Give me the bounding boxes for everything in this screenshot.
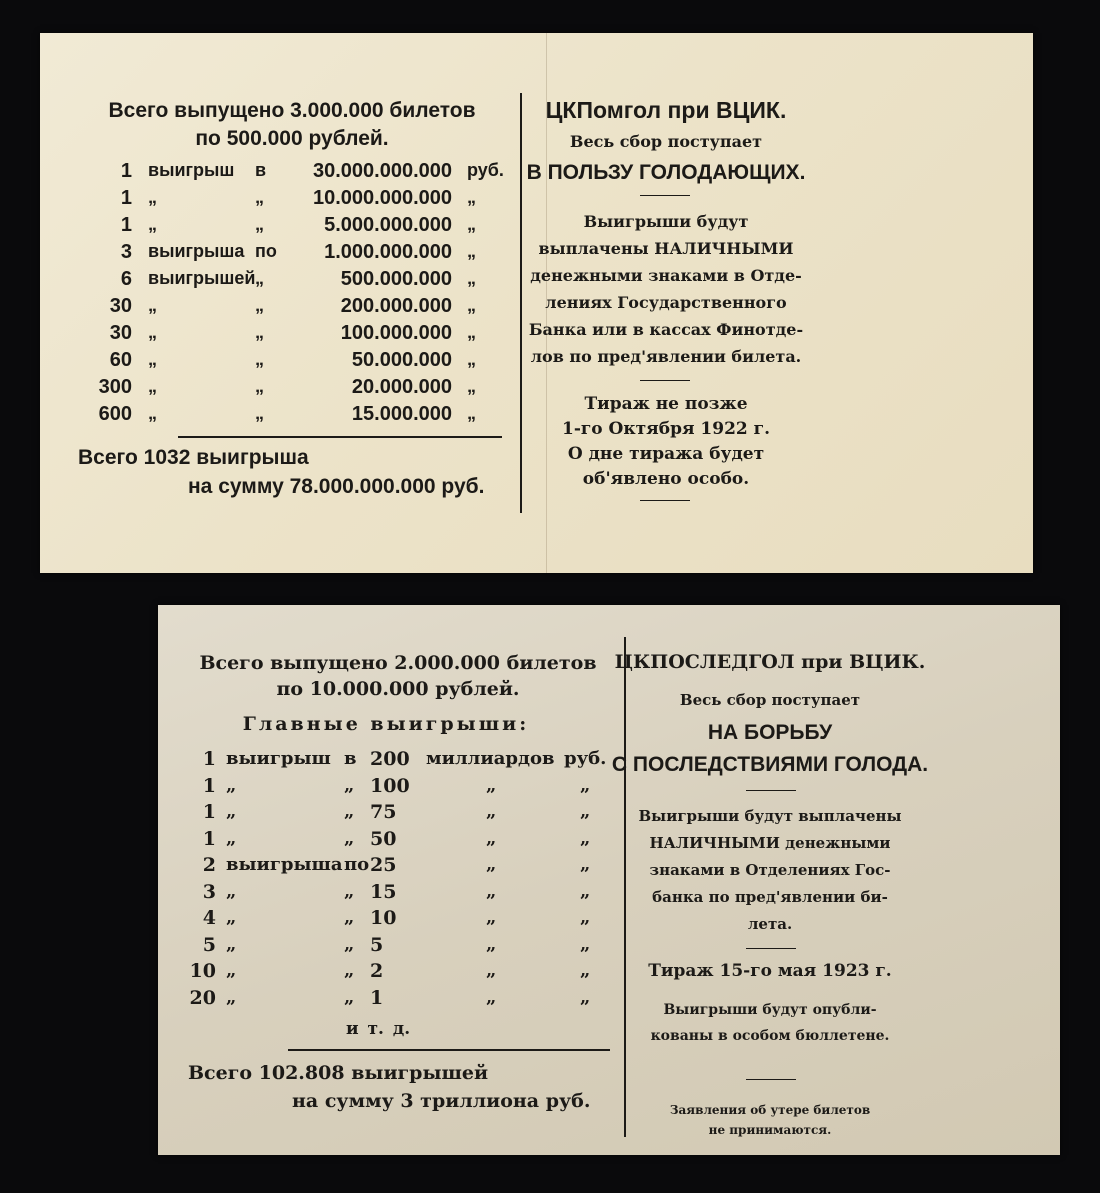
prize-prep: „ bbox=[255, 322, 264, 342]
prize-unit: „ bbox=[486, 854, 497, 875]
prize-count: 600 bbox=[98, 403, 132, 425]
prize-word: „ bbox=[148, 187, 157, 207]
column-divider bbox=[520, 93, 522, 513]
separator bbox=[746, 948, 796, 949]
purpose-text: В ПОЛЬЗУ ГОЛОДАЮЩИХ. bbox=[526, 161, 806, 184]
prize-count: 1 bbox=[120, 214, 132, 236]
prize-unit: „ bbox=[467, 214, 476, 234]
prize-unit: „ bbox=[467, 241, 476, 261]
prize-unit: „ bbox=[486, 801, 497, 822]
prize-word: „ bbox=[148, 403, 157, 423]
prize-amount: 20.000.000 bbox=[351, 376, 452, 398]
prize-prep: „ bbox=[255, 295, 264, 315]
issued-line-2: по 10.000.000 рублей. bbox=[276, 678, 520, 700]
prize-rub: „ bbox=[580, 880, 591, 902]
purpose-line-2: С ПОСЛЕДСТВИЯМИ ГОЛОДА. bbox=[611, 753, 929, 776]
prize-word: „ bbox=[148, 322, 157, 342]
prize-unit: „ bbox=[467, 349, 476, 369]
prize-amount: 10.000.000.000 bbox=[312, 187, 452, 209]
prize-count: 1 bbox=[202, 827, 216, 850]
prize-prep: „ bbox=[255, 403, 264, 423]
prize-amount: 2 bbox=[370, 960, 384, 982]
prize-word: выигрышей bbox=[148, 268, 256, 288]
separator bbox=[640, 195, 690, 196]
prize-amount: 1 bbox=[370, 986, 384, 1009]
publish-line: кованы в особом бюллетене. bbox=[650, 1028, 890, 1044]
prize-count: 2 bbox=[202, 854, 216, 876]
prize-count: 1 bbox=[120, 187, 132, 209]
prize-prep: „ bbox=[344, 880, 355, 902]
prize-unit: „ bbox=[467, 295, 476, 315]
prize-count: 4 bbox=[202, 907, 216, 929]
prize-count: 20 bbox=[189, 986, 216, 1009]
prize-rub: „ bbox=[580, 854, 591, 875]
prize-word: „ bbox=[226, 960, 237, 981]
prize-prep: „ bbox=[255, 268, 264, 288]
prize-word: выигрыш bbox=[226, 748, 331, 769]
prize-count: 6 bbox=[120, 268, 132, 290]
prize-amount: 200 bbox=[370, 748, 410, 770]
prize-prep: „ bbox=[344, 986, 355, 1008]
prize-word: выигрыш bbox=[148, 160, 235, 180]
payment-line: Выигрыши будут выплачены bbox=[638, 807, 902, 825]
total-line-1: Всего 1032 выигрыша bbox=[78, 446, 309, 469]
issued-line-1: Всего выпущено 3.000.000 билетов bbox=[108, 99, 476, 122]
prize-amount: 500.000.000 bbox=[340, 268, 452, 290]
prize-unit: „ bbox=[467, 187, 476, 207]
sum-rule bbox=[178, 436, 502, 438]
prize-prep: „ bbox=[255, 376, 264, 396]
prize-prep: „ bbox=[344, 960, 355, 981]
prize-rub: „ bbox=[580, 986, 591, 1008]
prize-count: 30 bbox=[109, 322, 132, 344]
payment-line: выплачены НАЛИЧНЫМИ bbox=[538, 239, 794, 258]
prize-unit: миллиардов bbox=[426, 748, 555, 769]
prize-word: „ bbox=[226, 880, 237, 902]
prize-word: выигрыша bbox=[226, 854, 343, 875]
prize-amount: 5.000.000.000 bbox=[324, 214, 452, 236]
total-line-1: Всего 102.808 выигрышей bbox=[188, 1062, 489, 1084]
prize-prep: „ bbox=[344, 827, 355, 849]
payment-line: знаками в Отделениях Гос- bbox=[649, 861, 891, 879]
draw-line: об'явлено особо. bbox=[582, 469, 750, 489]
org-name: ЦКПомгол при ВЦИК. bbox=[545, 97, 787, 123]
prize-unit: руб. bbox=[467, 160, 504, 180]
payment-line: Выигрыши будут bbox=[583, 212, 749, 231]
prize-unit: „ bbox=[486, 907, 497, 928]
separator bbox=[746, 1079, 796, 1080]
prize-prep: „ bbox=[255, 214, 264, 234]
prize-amount: 15.000.000 bbox=[351, 403, 452, 425]
main-prizes-heading: Главные выигрыши: bbox=[242, 713, 530, 735]
prize-count: 3 bbox=[120, 241, 132, 263]
prize-amount: 50.000.000 bbox=[351, 349, 452, 371]
prize-count: 300 bbox=[98, 376, 132, 398]
column-divider bbox=[624, 637, 626, 1137]
sum-rule bbox=[288, 1049, 610, 1051]
prize-prep: в bbox=[255, 160, 267, 180]
org-name: ЦКПОСЛЕДГОЛ при ВЦИК. bbox=[614, 651, 926, 673]
ticket-2 bbox=[158, 605, 1060, 1155]
purpose-line-1: НА БОРЬБУ bbox=[707, 721, 833, 744]
prize-prep: „ bbox=[344, 801, 355, 822]
prize-count: 1 bbox=[202, 801, 216, 823]
prize-rub: „ bbox=[580, 960, 591, 981]
payment-line: банка по пред'явлении би- bbox=[652, 888, 888, 906]
prize-word: „ bbox=[226, 907, 237, 928]
prize-amount: 5 bbox=[370, 933, 384, 956]
prize-rub: руб. bbox=[564, 748, 607, 769]
prize-prep: по bbox=[344, 854, 370, 875]
prize-word: выигрыша bbox=[148, 241, 245, 261]
prize-word: „ bbox=[148, 376, 157, 396]
draw-line: О дне тиража будет bbox=[567, 444, 765, 464]
prize-word: „ bbox=[226, 933, 237, 955]
collect-text: Весь сбор поступает bbox=[679, 691, 861, 709]
loss-line: не принимаются. bbox=[708, 1123, 832, 1137]
prize-prep: „ bbox=[344, 933, 355, 955]
prize-prep: в bbox=[344, 748, 357, 769]
prize-word: „ bbox=[226, 827, 237, 849]
etc-text: и т. д. bbox=[346, 1019, 411, 1039]
separator bbox=[746, 790, 796, 791]
prize-rub: „ bbox=[580, 774, 591, 796]
prize-word: „ bbox=[148, 214, 157, 234]
payment-line: НАЛИЧНЫМИ денежными bbox=[649, 834, 891, 852]
draw-line: 1-го Октября 1922 г. bbox=[561, 419, 771, 439]
prize-amount: 30.000.000.000 bbox=[312, 160, 452, 182]
prize-amount: 75 bbox=[370, 801, 397, 823]
prize-unit: „ bbox=[486, 774, 497, 796]
prize-count: 3 bbox=[202, 880, 216, 903]
prize-word: „ bbox=[226, 986, 237, 1008]
prize-unit: „ bbox=[486, 880, 497, 902]
separator bbox=[640, 380, 690, 381]
prize-count: 1 bbox=[120, 160, 132, 182]
prize-rub: „ bbox=[580, 933, 591, 955]
draw-date: Тираж 15-го мая 1923 г. bbox=[648, 961, 892, 981]
ticket-1 bbox=[40, 33, 1033, 573]
payment-line: лета. bbox=[747, 915, 793, 933]
prize-amount: 100.000.000 bbox=[340, 322, 452, 344]
prize-prep: „ bbox=[255, 349, 264, 369]
loss-line: Заявления об утере билетов bbox=[669, 1103, 871, 1117]
prize-unit: „ bbox=[467, 322, 476, 342]
prize-amount: 1.000.000.000 bbox=[324, 241, 452, 263]
prize-amount: 15 bbox=[370, 880, 397, 903]
payment-line: лов по пред'явлении билета. bbox=[530, 347, 802, 366]
separator bbox=[640, 500, 690, 501]
payment-line: денежными знаками в Отде- bbox=[530, 266, 802, 285]
prize-amount: 10 bbox=[370, 907, 397, 929]
prize-prep: по bbox=[255, 241, 277, 261]
prize-amount: 100 bbox=[370, 774, 410, 797]
prize-word: „ bbox=[226, 774, 237, 796]
prize-unit: „ bbox=[486, 933, 497, 955]
prize-prep: „ bbox=[255, 187, 264, 207]
issued-line-2: по 500.000 рублей. bbox=[195, 127, 389, 150]
prize-count: 30 bbox=[109, 295, 132, 317]
prize-count: 60 bbox=[109, 349, 132, 371]
prize-amount: 25 bbox=[370, 854, 397, 876]
prize-count: 5 bbox=[202, 933, 216, 956]
prize-count: 10 bbox=[189, 960, 216, 982]
payment-line: лениях Государственного bbox=[545, 293, 787, 312]
prize-count: 1 bbox=[202, 774, 216, 797]
prize-word: „ bbox=[148, 349, 157, 369]
prize-count: 1 bbox=[202, 748, 216, 770]
prize-prep: „ bbox=[344, 774, 355, 796]
total-line-2: на сумму 3 триллиона руб. bbox=[292, 1090, 591, 1112]
prize-unit: „ bbox=[467, 268, 476, 288]
prize-unit: „ bbox=[467, 376, 476, 396]
prize-rub: „ bbox=[580, 827, 591, 849]
prize-rub: „ bbox=[580, 801, 591, 822]
prize-unit: „ bbox=[486, 960, 497, 981]
prize-amount: 50 bbox=[370, 827, 397, 850]
payment-line: Банка или в кассах Финотде- bbox=[528, 320, 804, 339]
prize-word: „ bbox=[148, 295, 157, 315]
prize-rub: „ bbox=[580, 907, 591, 928]
prize-amount: 200.000.000 bbox=[340, 295, 452, 317]
issued-line-1: Всего выпущено 2.000.000 билетов bbox=[199, 652, 597, 674]
prize-word: „ bbox=[226, 801, 237, 822]
prize-unit: „ bbox=[467, 403, 476, 423]
draw-line: Тираж не позже bbox=[584, 394, 748, 414]
prize-prep: „ bbox=[344, 907, 355, 928]
collect-text: Весь сбор поступает bbox=[569, 132, 763, 151]
total-line-2: на сумму 78.000.000.000 руб. bbox=[188, 475, 485, 498]
prize-unit: „ bbox=[486, 986, 497, 1008]
prize-unit: „ bbox=[486, 827, 497, 849]
publish-line: Выигрыши будут опубли- bbox=[663, 1002, 877, 1018]
